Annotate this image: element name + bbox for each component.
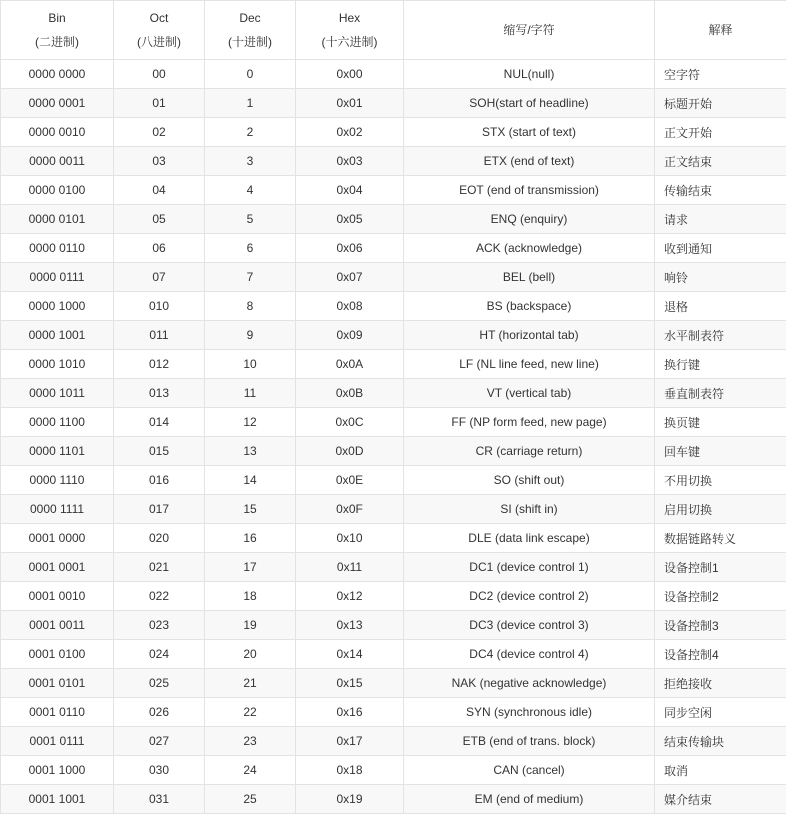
cell-dec: 17 xyxy=(205,553,296,582)
cell-hex: 0x09 xyxy=(296,321,404,350)
cell-oct: 031 xyxy=(114,785,205,814)
cell-hex: 0x0B xyxy=(296,379,404,408)
cell-dec: 13 xyxy=(205,437,296,466)
cell-bin: 0000 0110 xyxy=(1,234,114,263)
cell-dec: 8 xyxy=(205,292,296,321)
cell-oct: 016 xyxy=(114,466,205,495)
cell-bin: 0000 1001 xyxy=(1,321,114,350)
cell-dec: 16 xyxy=(205,524,296,553)
cell-abbr: LF (NL line feed, new line) xyxy=(404,350,655,379)
table-row xyxy=(1,60,786,89)
table-row xyxy=(1,785,786,814)
cell-dec: 14 xyxy=(205,466,296,495)
cell-desc: 标题开始 xyxy=(655,89,786,118)
cell-dec: 0 xyxy=(205,60,296,89)
cell-desc: 媒介结束 xyxy=(655,785,786,814)
cell-abbr: ETB (end of trans. block) xyxy=(404,727,655,756)
column-header-hex-note: (十六进制) xyxy=(321,35,378,49)
cell-dec: 4 xyxy=(205,176,296,205)
table-row xyxy=(1,495,786,524)
cell-bin: 0000 1000 xyxy=(1,292,114,321)
cell-desc: 换行键 xyxy=(655,350,786,379)
column-header-abbr xyxy=(404,1,655,60)
column-header-dec-name: Dec xyxy=(239,11,261,25)
cell-oct: 03 xyxy=(114,147,205,176)
cell-abbr: DC1 (device control 1) xyxy=(404,553,655,582)
cell-dec: 6 xyxy=(205,234,296,263)
table-header xyxy=(1,1,786,60)
table-row xyxy=(1,205,786,234)
cell-dec: 1 xyxy=(205,89,296,118)
cell-abbr: NUL(null) xyxy=(404,60,655,89)
cell-oct: 010 xyxy=(114,292,205,321)
cell-dec: 18 xyxy=(205,582,296,611)
cell-desc: 设备控制1 xyxy=(655,553,786,582)
cell-bin: 0001 1001 xyxy=(1,785,114,814)
cell-desc: 空字符 xyxy=(655,60,786,89)
cell-hex: 0x00 xyxy=(296,60,404,89)
table-row xyxy=(1,611,786,640)
table-row xyxy=(1,408,786,437)
column-header-bin-name: Bin xyxy=(48,11,66,25)
cell-dec: 19 xyxy=(205,611,296,640)
cell-dec: 9 xyxy=(205,321,296,350)
cell-desc: 不用切换 xyxy=(655,466,786,495)
cell-oct: 01 xyxy=(114,89,205,118)
cell-oct: 030 xyxy=(114,756,205,785)
cell-hex: 0x17 xyxy=(296,727,404,756)
cell-abbr: DC3 (device control 3) xyxy=(404,611,655,640)
cell-desc: 退格 xyxy=(655,292,786,321)
cell-bin: 0000 1100 xyxy=(1,408,114,437)
column-header-dec-note: (十进制) xyxy=(228,35,272,49)
table-row xyxy=(1,89,786,118)
cell-dec: 11 xyxy=(205,379,296,408)
cell-hex: 0x0C xyxy=(296,408,404,437)
cell-abbr: SOH(start of headline) xyxy=(404,89,655,118)
column-header-bin-note: (二进制) xyxy=(35,35,79,49)
cell-abbr: EOT (end of transmission) xyxy=(404,176,655,205)
cell-dec: 25 xyxy=(205,785,296,814)
cell-dec: 7 xyxy=(205,263,296,292)
cell-dec: 15 xyxy=(205,495,296,524)
table-row xyxy=(1,292,786,321)
cell-bin: 0001 0001 xyxy=(1,553,114,582)
cell-oct: 025 xyxy=(114,669,205,698)
cell-desc: 数据链路转义 xyxy=(655,524,786,553)
cell-bin: 0000 1101 xyxy=(1,437,114,466)
cell-desc: 拒绝接收 xyxy=(655,669,786,698)
cell-dec: 20 xyxy=(205,640,296,669)
cell-oct: 05 xyxy=(114,205,205,234)
cell-desc: 启用切换 xyxy=(655,495,786,524)
cell-desc: 请求 xyxy=(655,205,786,234)
table-row xyxy=(1,466,786,495)
cell-dec: 24 xyxy=(205,756,296,785)
cell-bin: 0000 0000 xyxy=(1,60,114,89)
cell-bin: 0001 0110 xyxy=(1,698,114,727)
cell-abbr: SI (shift in) xyxy=(404,495,655,524)
cell-bin: 0001 0100 xyxy=(1,640,114,669)
cell-hex: 0x16 xyxy=(296,698,404,727)
cell-desc: 设备控制2 xyxy=(655,582,786,611)
cell-oct: 04 xyxy=(114,176,205,205)
cell-bin: 0000 0100 xyxy=(1,176,114,205)
table-row xyxy=(1,321,786,350)
table-row xyxy=(1,176,786,205)
cell-bin: 0000 0001 xyxy=(1,89,114,118)
column-header-oct xyxy=(114,1,205,60)
cell-oct: 024 xyxy=(114,640,205,669)
cell-abbr: FF (NP form feed, new page) xyxy=(404,408,655,437)
cell-oct: 020 xyxy=(114,524,205,553)
table-row xyxy=(1,756,786,785)
cell-hex: 0x0E xyxy=(296,466,404,495)
cell-abbr: SYN (synchronous idle) xyxy=(404,698,655,727)
table-row xyxy=(1,640,786,669)
cell-abbr: NAK (negative acknowledge) xyxy=(404,669,655,698)
cell-hex: 0x0D xyxy=(296,437,404,466)
cell-desc: 同步空闲 xyxy=(655,698,786,727)
cell-hex: 0x05 xyxy=(296,205,404,234)
cell-desc: 设备控制4 xyxy=(655,640,786,669)
cell-hex: 0x0F xyxy=(296,495,404,524)
cell-oct: 06 xyxy=(114,234,205,263)
cell-oct: 026 xyxy=(114,698,205,727)
column-header-bin xyxy=(1,1,114,60)
cell-desc: 回车键 xyxy=(655,437,786,466)
cell-hex: 0x11 xyxy=(296,553,404,582)
header-row xyxy=(1,1,786,60)
cell-abbr: BS (backspace) xyxy=(404,292,655,321)
cell-dec: 23 xyxy=(205,727,296,756)
cell-abbr: HT (horizontal tab) xyxy=(404,321,655,350)
cell-desc: 水平制表符 xyxy=(655,321,786,350)
cell-hex: 0x14 xyxy=(296,640,404,669)
table-row xyxy=(1,669,786,698)
cell-abbr: SO (shift out) xyxy=(404,466,655,495)
cell-bin: 0001 1000 xyxy=(1,756,114,785)
table-row xyxy=(1,437,786,466)
cell-hex: 0x15 xyxy=(296,669,404,698)
cell-abbr: DLE (data link escape) xyxy=(404,524,655,553)
cell-abbr: VT (vertical tab) xyxy=(404,379,655,408)
cell-hex: 0x10 xyxy=(296,524,404,553)
cell-bin: 0000 1010 xyxy=(1,350,114,379)
cell-hex: 0x13 xyxy=(296,611,404,640)
column-header-dec xyxy=(205,1,296,60)
cell-hex: 0x03 xyxy=(296,147,404,176)
cell-desc: 正文结束 xyxy=(655,147,786,176)
table-row xyxy=(1,727,786,756)
column-header-hex-name: Hex xyxy=(338,11,361,25)
column-header-desc xyxy=(655,1,786,60)
cell-bin: 0000 0101 xyxy=(1,205,114,234)
cell-oct: 022 xyxy=(114,582,205,611)
cell-bin: 0001 0011 xyxy=(1,611,114,640)
column-header-oct-name: Oct xyxy=(149,11,169,25)
cell-bin: 0000 0111 xyxy=(1,263,114,292)
cell-bin: 0000 0011 xyxy=(1,147,114,176)
table-row xyxy=(1,118,786,147)
cell-abbr: ACK (acknowledge) xyxy=(404,234,655,263)
table-row xyxy=(1,698,786,727)
cell-oct: 015 xyxy=(114,437,205,466)
cell-oct: 023 xyxy=(114,611,205,640)
column-header-desc-name: 解释 xyxy=(708,23,733,37)
column-header-abbr-name: 缩写/字符 xyxy=(503,23,555,37)
cell-hex: 0x04 xyxy=(296,176,404,205)
cell-hex: 0x07 xyxy=(296,263,404,292)
cell-dec: 5 xyxy=(205,205,296,234)
cell-oct: 013 xyxy=(114,379,205,408)
cell-oct: 012 xyxy=(114,350,205,379)
cell-abbr: DC2 (device control 2) xyxy=(404,582,655,611)
table-row xyxy=(1,379,786,408)
cell-hex: 0x18 xyxy=(296,756,404,785)
table-row xyxy=(1,582,786,611)
cell-desc: 正文开始 xyxy=(655,118,786,147)
cell-hex: 0x19 xyxy=(296,785,404,814)
cell-oct: 07 xyxy=(114,263,205,292)
cell-abbr: ENQ (enquiry) xyxy=(404,205,655,234)
cell-abbr: STX (start of text) xyxy=(404,118,655,147)
cell-dec: 22 xyxy=(205,698,296,727)
column-header-oct-note: (八进制) xyxy=(137,35,181,49)
table-row xyxy=(1,553,786,582)
cell-hex: 0x06 xyxy=(296,234,404,263)
cell-desc: 传输结束 xyxy=(655,176,786,205)
cell-abbr: BEL (bell) xyxy=(404,263,655,292)
cell-oct: 011 xyxy=(114,321,205,350)
table-body xyxy=(1,60,786,814)
cell-abbr: DC4 (device control 4) xyxy=(404,640,655,669)
cell-dec: 2 xyxy=(205,118,296,147)
cell-desc: 设备控制3 xyxy=(655,611,786,640)
table-row xyxy=(1,147,786,176)
cell-bin: 0001 0101 xyxy=(1,669,114,698)
cell-desc: 换页键 xyxy=(655,408,786,437)
cell-bin: 0000 1011 xyxy=(1,379,114,408)
cell-hex: 0x12 xyxy=(296,582,404,611)
cell-dec: 12 xyxy=(205,408,296,437)
cell-bin: 0001 0111 xyxy=(1,727,114,756)
cell-dec: 3 xyxy=(205,147,296,176)
cell-oct: 017 xyxy=(114,495,205,524)
cell-desc: 响铃 xyxy=(655,263,786,292)
table-row xyxy=(1,524,786,553)
table-row xyxy=(1,263,786,292)
cell-dec: 21 xyxy=(205,669,296,698)
cell-hex: 0x02 xyxy=(296,118,404,147)
cell-oct: 021 xyxy=(114,553,205,582)
table-row xyxy=(1,350,786,379)
cell-oct: 027 xyxy=(114,727,205,756)
cell-abbr: CAN (cancel) xyxy=(404,756,655,785)
cell-desc: 结束传输块 xyxy=(655,727,786,756)
cell-bin: 0000 1111 xyxy=(1,495,114,524)
cell-hex: 0x0A xyxy=(296,350,404,379)
cell-bin: 0000 0010 xyxy=(1,118,114,147)
cell-desc: 取消 xyxy=(655,756,786,785)
cell-abbr: EM (end of medium) xyxy=(404,785,655,814)
cell-oct: 02 xyxy=(114,118,205,147)
cell-abbr: ETX (end of text) xyxy=(404,147,655,176)
cell-hex: 0x01 xyxy=(296,89,404,118)
cell-dec: 10 xyxy=(205,350,296,379)
cell-oct: 014 xyxy=(114,408,205,437)
cell-hex: 0x08 xyxy=(296,292,404,321)
table-row xyxy=(1,234,786,263)
column-header-hex xyxy=(296,1,404,60)
cell-bin: 0001 0000 xyxy=(1,524,114,553)
cell-desc: 收到通知 xyxy=(655,234,786,263)
cell-abbr: CR (carriage return) xyxy=(404,437,655,466)
cell-desc: 垂直制表符 xyxy=(655,379,786,408)
cell-bin: 0001 0010 xyxy=(1,582,114,611)
cell-oct: 00 xyxy=(114,60,205,89)
cell-bin: 0000 1110 xyxy=(1,466,114,495)
